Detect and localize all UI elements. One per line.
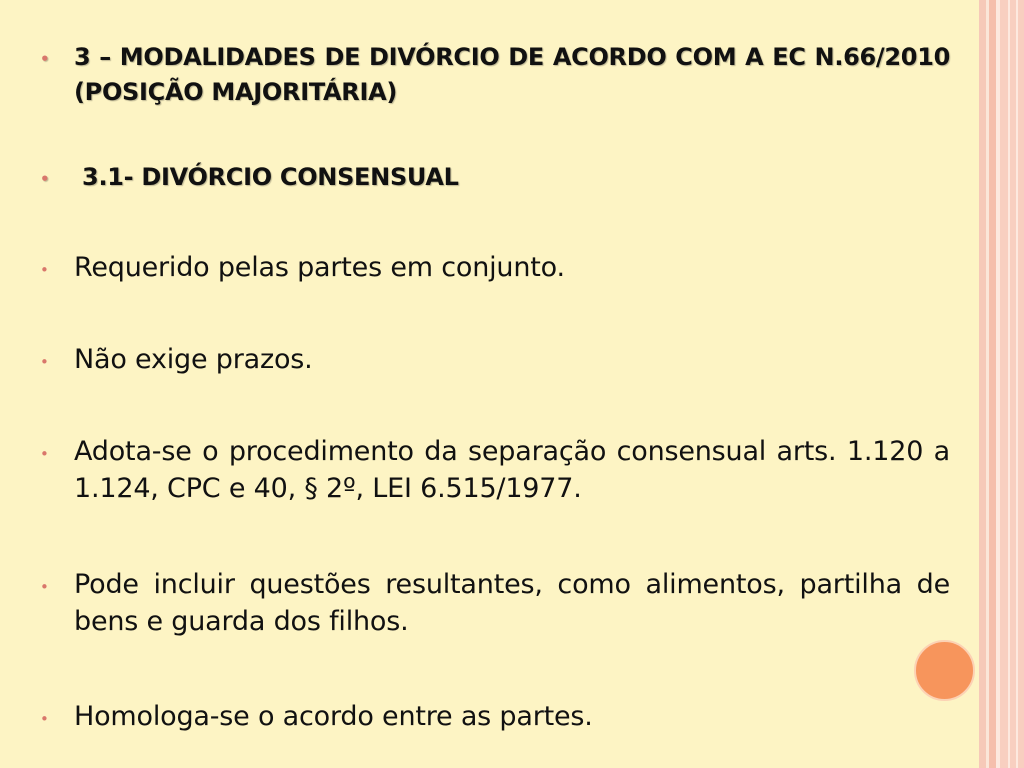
bullet-text: Requerido pelas partes em conjunto. (74, 252, 565, 283)
bullet-text: Pode incluir questões resultantes, como alimentos, partilha de bens e guarda dos filhos. (74, 569, 950, 637)
decorative-stripe (1016, 0, 1018, 768)
decorative-stripe (1008, 0, 1010, 768)
decorative-circle (914, 640, 975, 701)
bullet-item (40, 341, 950, 378)
bullet-item (40, 566, 950, 640)
bullet-icon: • (40, 445, 49, 463)
bullet-item (40, 249, 950, 286)
bullet-item-heading (40, 40, 950, 110)
bullet-icon: • (40, 261, 49, 279)
bullet-text: Adota-se o procedimento da separação consensual arts. 1.120 a 1.124, CPC e 40, § 2º, LEI 6.515/1977. (74, 436, 950, 504)
bullet-item-subheading (40, 160, 950, 195)
bullet-text: Homologa-se o acordo entre as partes. (74, 701, 593, 732)
bullet-item (40, 433, 950, 507)
bullet-icon: • (40, 170, 50, 188)
decorative-stripe (989, 0, 996, 768)
bullet-text: 3 – MODALIDADES DE DIVÓRCIO DE ACORDO COM A EC N.66/2010 (POSIÇÃO MAJORITÁRIA) (74, 43, 950, 106)
bullet-text: 3.1- DIVÓRCIO CONSENSUAL (74, 163, 459, 191)
bullet-icon: • (40, 353, 49, 371)
decorative-stripe (1000, 0, 1024, 768)
decorative-stripe (979, 0, 986, 768)
bullet-icon: • (40, 50, 50, 68)
bullet-text: Não exige prazos. (74, 344, 313, 375)
bullet-icon: • (40, 578, 49, 596)
bullet-icon: • (40, 710, 49, 728)
bullet-item (40, 698, 950, 735)
